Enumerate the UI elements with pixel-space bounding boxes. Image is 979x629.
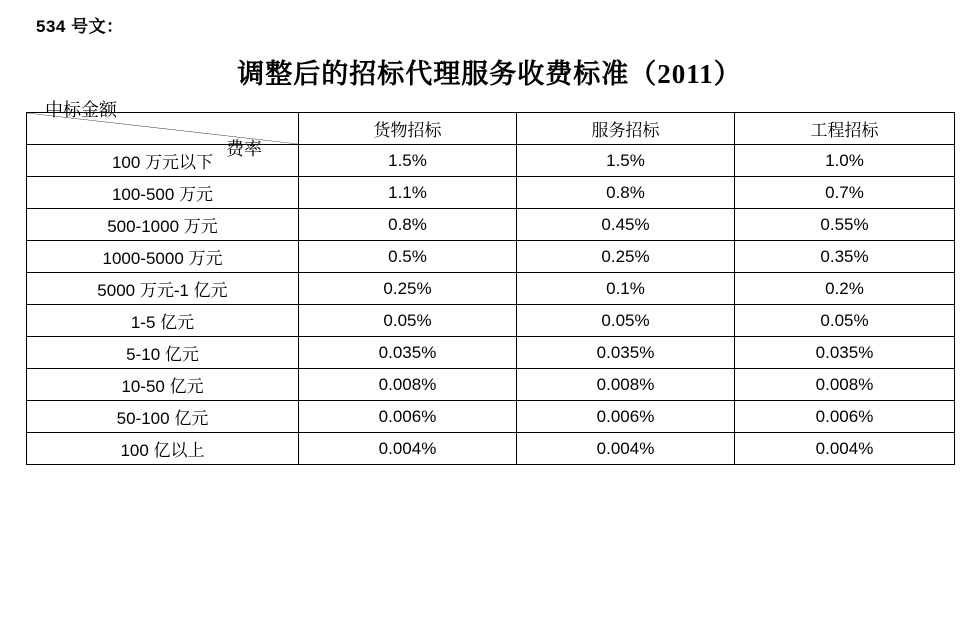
column-header-engineering: 工程招标: [735, 113, 955, 145]
table-row: [27, 401, 955, 433]
cell-service: 0.1%: [517, 273, 735, 305]
table-row: [27, 241, 955, 273]
column-header-service: 服务招标: [517, 113, 735, 145]
document-reference-note: 534 号文：: [36, 17, 124, 36]
cell-engineering: 0.008%: [735, 369, 955, 401]
cell-engineering: 0.035%: [735, 337, 955, 369]
cell-service: 0.8%: [517, 177, 735, 209]
corner-header-cell: [27, 100, 299, 159]
cell-service: 0.45%: [517, 209, 735, 241]
table-row: [27, 369, 955, 401]
cell-goods: 0.004%: [299, 433, 517, 465]
table-row: [27, 145, 955, 177]
corner-amount-label: 中标金额: [45, 100, 117, 120]
cell-service: 0.006%: [517, 401, 735, 433]
cell-engineering: 0.7%: [735, 177, 955, 209]
cell-engineering: 0.2%: [735, 273, 955, 305]
fee-standard-table: [26, 100, 955, 465]
row-label: 100 亿以上: [27, 433, 299, 465]
cell-engineering: 0.006%: [735, 401, 955, 433]
table-row: [27, 305, 955, 337]
table-row: [27, 433, 955, 465]
row-label: 1-5 亿元: [27, 305, 299, 337]
row-label: 10-50 亿元: [27, 369, 299, 401]
cell-goods: 1.1%: [299, 177, 517, 209]
cell-engineering: 0.004%: [735, 433, 955, 465]
cell-goods: 0.05%: [299, 305, 517, 337]
fee-standard-table-container: [26, 100, 954, 465]
cell-engineering: 0.35%: [735, 241, 955, 273]
cell-goods: 0.006%: [299, 401, 517, 433]
cell-engineering: 1.0%: [735, 145, 955, 177]
cell-engineering: 0.55%: [735, 209, 955, 241]
cell-goods: 0.8%: [299, 209, 517, 241]
column-header-goods: 货物招标: [299, 113, 517, 145]
cell-service: 0.004%: [517, 433, 735, 465]
cell-service: 0.05%: [517, 305, 735, 337]
cell-goods: 1.5%: [299, 145, 517, 177]
cell-engineering: 0.05%: [735, 305, 955, 337]
cell-service: 0.25%: [517, 241, 735, 273]
table-header-row: [27, 113, 955, 145]
table-row: [27, 273, 955, 305]
corner-rate-label: 费率: [226, 139, 262, 159]
table-row: [27, 209, 955, 241]
cell-goods: 0.5%: [299, 241, 517, 273]
page-title: 调整后的招标代理服务收费标准（2011）: [237, 59, 742, 89]
cell-goods: 0.008%: [299, 369, 517, 401]
table-row: [27, 177, 955, 209]
cell-service: 0.008%: [517, 369, 735, 401]
row-label: 5000 万元-1 亿元: [27, 273, 299, 305]
row-label: 100-500 万元: [27, 177, 299, 209]
row-label: 100 万元以下: [27, 145, 299, 177]
cell-service: 1.5%: [517, 145, 735, 177]
row-label: 50-100 亿元: [27, 401, 299, 433]
table-row: [27, 337, 955, 369]
cell-goods: 0.035%: [299, 337, 517, 369]
cell-goods: 0.25%: [299, 273, 517, 305]
row-label: 1000-5000 万元: [27, 241, 299, 273]
row-label: 5-10 亿元: [27, 337, 299, 369]
cell-service: 0.035%: [517, 337, 735, 369]
row-label: 500-1000 万元: [27, 209, 299, 241]
